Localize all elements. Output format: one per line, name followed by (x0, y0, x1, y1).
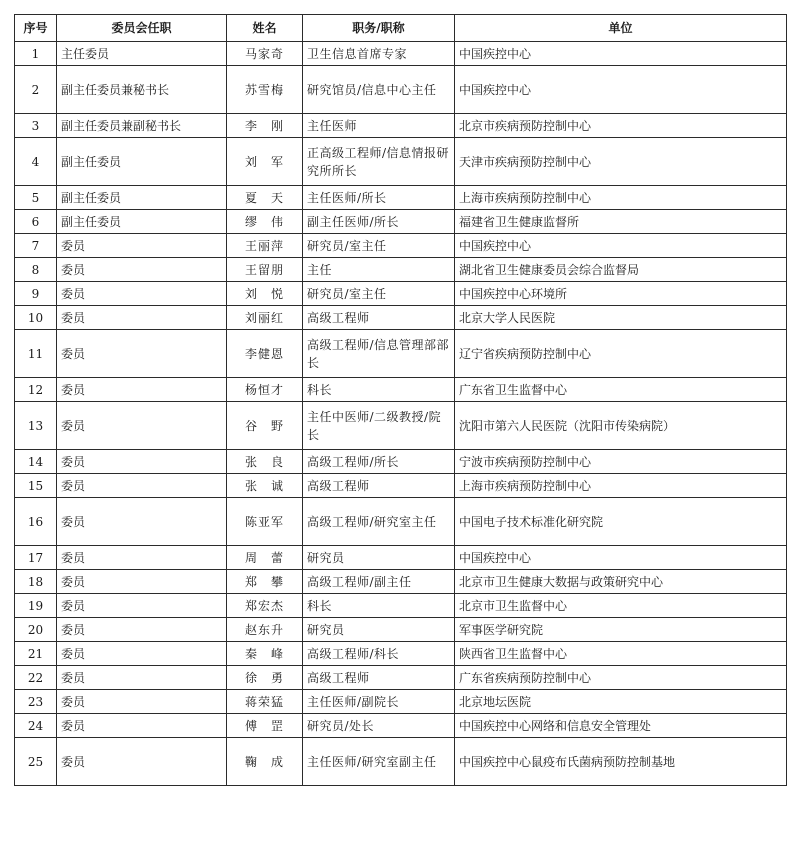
cell-name: 郑 攀 (227, 570, 303, 594)
cell-position-title: 主任医师 (303, 114, 455, 138)
cell-committee-role: 委员 (57, 738, 227, 786)
cell-committee-role: 副主任委员 (57, 186, 227, 210)
cell-unit: 北京市疾病预防控制中心 (455, 114, 787, 138)
cell-position-title: 高级工程师 (303, 474, 455, 498)
cell-committee-role: 副主任委员兼秘书长 (57, 66, 227, 114)
table-row (15, 114, 787, 138)
cell-name: 马家奇 (227, 42, 303, 66)
cell-committee-role: 委员 (57, 474, 227, 498)
cell-serial-number: 25 (15, 738, 57, 786)
cell-position-title: 科长 (303, 594, 455, 618)
cell-committee-role: 委员 (57, 234, 227, 258)
cell-committee-role: 委员 (57, 402, 227, 450)
cell-position-title: 研究馆员/信息中心主任 (303, 66, 455, 114)
cell-serial-number: 12 (15, 378, 57, 402)
cell-serial-number: 14 (15, 450, 57, 474)
cell-position-title: 主任 (303, 258, 455, 282)
cell-unit: 福建省卫生健康监督所 (455, 210, 787, 234)
cell-committee-role: 委员 (57, 450, 227, 474)
cell-serial-number: 5 (15, 186, 57, 210)
cell-serial-number: 1 (15, 42, 57, 66)
cell-name: 夏 天 (227, 186, 303, 210)
cell-serial-number: 3 (15, 114, 57, 138)
cell-committee-role: 副主任委员 (57, 210, 227, 234)
cell-name: 秦 峰 (227, 642, 303, 666)
header-unit: 单位 (455, 15, 787, 42)
committee-table (14, 14, 787, 786)
cell-serial-number: 16 (15, 498, 57, 546)
cell-serial-number: 13 (15, 402, 57, 450)
cell-position-title: 主任医师/所长 (303, 186, 455, 210)
cell-name: 鞠 成 (227, 738, 303, 786)
cell-position-title: 主任医师/副院长 (303, 690, 455, 714)
cell-name: 徐 勇 (227, 666, 303, 690)
table-row (15, 666, 787, 690)
cell-unit: 军事医学研究院 (455, 618, 787, 642)
cell-unit: 北京市卫生监督中心 (455, 594, 787, 618)
cell-position-title: 研究员 (303, 618, 455, 642)
cell-serial-number: 10 (15, 306, 57, 330)
cell-serial-number: 4 (15, 138, 57, 186)
cell-committee-role: 委员 (57, 498, 227, 546)
cell-name: 周 蕾 (227, 546, 303, 570)
cell-position-title: 主任中医师/二级教授/院长 (303, 402, 455, 450)
cell-serial-number: 7 (15, 234, 57, 258)
table-row (15, 210, 787, 234)
cell-unit: 中国疾控中心网络和信息安全管理处 (455, 714, 787, 738)
cell-name: 张 良 (227, 450, 303, 474)
cell-unit: 北京大学人民医院 (455, 306, 787, 330)
cell-committee-role: 副主任委员兼副秘书长 (57, 114, 227, 138)
cell-position-title: 研究员/处长 (303, 714, 455, 738)
table-row (15, 642, 787, 666)
cell-unit: 湖北省卫生健康委员会综合监督局 (455, 258, 787, 282)
table-header-row (15, 15, 787, 42)
table-row (15, 258, 787, 282)
cell-position-title: 高级工程师/科长 (303, 642, 455, 666)
cell-committee-role: 副主任委员 (57, 138, 227, 186)
cell-name: 谷 野 (227, 402, 303, 450)
cell-position-title: 高级工程师/研究室主任 (303, 498, 455, 546)
table-row (15, 402, 787, 450)
cell-position-title: 高级工程师/信息管理部部长 (303, 330, 455, 378)
cell-committee-role: 委员 (57, 570, 227, 594)
table-row (15, 42, 787, 66)
header-serial-number: 序号 (15, 15, 57, 42)
table-row (15, 186, 787, 210)
cell-serial-number: 20 (15, 618, 57, 642)
table-body (15, 42, 787, 786)
header-position-title: 职务/职称 (303, 15, 455, 42)
cell-name: 陈亚军 (227, 498, 303, 546)
cell-position-title: 高级工程师 (303, 306, 455, 330)
cell-name: 傅 罡 (227, 714, 303, 738)
cell-serial-number: 6 (15, 210, 57, 234)
cell-position-title: 高级工程师 (303, 666, 455, 690)
cell-name: 李健恩 (227, 330, 303, 378)
cell-position-title: 正高级工程师/信息情报研究所所长 (303, 138, 455, 186)
cell-unit: 北京市卫生健康大数据与政策研究中心 (455, 570, 787, 594)
cell-name: 张 诚 (227, 474, 303, 498)
cell-name: 蒋荣猛 (227, 690, 303, 714)
cell-position-title: 研究员 (303, 546, 455, 570)
cell-committee-role: 委员 (57, 378, 227, 402)
cell-unit: 辽宁省疾病预防控制中心 (455, 330, 787, 378)
cell-name: 刘 悦 (227, 282, 303, 306)
cell-position-title: 主任医师/研究室副主任 (303, 738, 455, 786)
committee-table-container (14, 14, 786, 786)
cell-unit: 中国疾控中心 (455, 66, 787, 114)
table-row (15, 66, 787, 114)
cell-serial-number: 11 (15, 330, 57, 378)
table-row (15, 546, 787, 570)
cell-unit: 宁波市疾病预防控制中心 (455, 450, 787, 474)
cell-unit: 广东省卫生监督中心 (455, 378, 787, 402)
cell-position-title: 卫生信息首席专家 (303, 42, 455, 66)
cell-committee-role: 委员 (57, 618, 227, 642)
cell-name: 王留朋 (227, 258, 303, 282)
cell-unit: 中国疾控中心鼠疫布氏菌病预防控制基地 (455, 738, 787, 786)
cell-unit: 中国疾控中心 (455, 234, 787, 258)
cell-unit: 陕西省卫生监督中心 (455, 642, 787, 666)
cell-committee-role: 委员 (57, 282, 227, 306)
cell-serial-number: 18 (15, 570, 57, 594)
header-committee-role: 委员会任职 (57, 15, 227, 42)
cell-unit: 天津市疾病预防控制中心 (455, 138, 787, 186)
cell-committee-role: 委员 (57, 258, 227, 282)
header-name: 姓名 (227, 15, 303, 42)
cell-unit: 北京地坛医院 (455, 690, 787, 714)
cell-committee-role: 委员 (57, 546, 227, 570)
cell-committee-role: 委员 (57, 594, 227, 618)
cell-serial-number: 22 (15, 666, 57, 690)
cell-committee-role: 委员 (57, 714, 227, 738)
cell-serial-number: 19 (15, 594, 57, 618)
cell-name: 赵东升 (227, 618, 303, 642)
cell-name: 郑宏杰 (227, 594, 303, 618)
table-row (15, 330, 787, 378)
table-row (15, 138, 787, 186)
cell-position-title: 研究员/室主任 (303, 234, 455, 258)
cell-unit: 中国电子技术标准化研究院 (455, 498, 787, 546)
cell-serial-number: 9 (15, 282, 57, 306)
cell-unit: 中国疾控中心环境所 (455, 282, 787, 306)
cell-position-title: 副主任医师/所长 (303, 210, 455, 234)
cell-committee-role: 委员 (57, 690, 227, 714)
table-row (15, 594, 787, 618)
cell-committee-role: 主任委员 (57, 42, 227, 66)
cell-committee-role: 委员 (57, 642, 227, 666)
cell-name: 苏雪梅 (227, 66, 303, 114)
cell-position-title: 研究员/室主任 (303, 282, 455, 306)
cell-serial-number: 21 (15, 642, 57, 666)
cell-unit: 广东省疾病预防控制中心 (455, 666, 787, 690)
cell-name: 杨恒才 (227, 378, 303, 402)
cell-unit: 沈阳市第六人民医院（沈阳市传染病院） (455, 402, 787, 450)
cell-serial-number: 23 (15, 690, 57, 714)
cell-name: 刘 军 (227, 138, 303, 186)
table-row (15, 306, 787, 330)
cell-committee-role: 委员 (57, 666, 227, 690)
cell-serial-number: 2 (15, 66, 57, 114)
cell-name: 王丽萍 (227, 234, 303, 258)
cell-serial-number: 15 (15, 474, 57, 498)
cell-position-title: 科长 (303, 378, 455, 402)
cell-unit: 上海市疾病预防控制中心 (455, 474, 787, 498)
table-row (15, 450, 787, 474)
cell-position-title: 高级工程师/副主任 (303, 570, 455, 594)
table-row (15, 474, 787, 498)
cell-committee-role: 委员 (57, 330, 227, 378)
table-row (15, 498, 787, 546)
table-row (15, 738, 787, 786)
cell-committee-role: 委员 (57, 306, 227, 330)
table-row (15, 690, 787, 714)
cell-unit: 中国疾控中心 (455, 42, 787, 66)
table-row (15, 714, 787, 738)
cell-name: 缪 伟 (227, 210, 303, 234)
cell-serial-number: 24 (15, 714, 57, 738)
cell-unit: 中国疾控中心 (455, 546, 787, 570)
table-row (15, 378, 787, 402)
cell-position-title: 高级工程师/所长 (303, 450, 455, 474)
cell-serial-number: 8 (15, 258, 57, 282)
table-row (15, 234, 787, 258)
table-row (15, 618, 787, 642)
table-row (15, 282, 787, 306)
cell-unit: 上海市疾病预防控制中心 (455, 186, 787, 210)
cell-name: 李 刚 (227, 114, 303, 138)
cell-name: 刘丽红 (227, 306, 303, 330)
table-row (15, 570, 787, 594)
cell-serial-number: 17 (15, 546, 57, 570)
